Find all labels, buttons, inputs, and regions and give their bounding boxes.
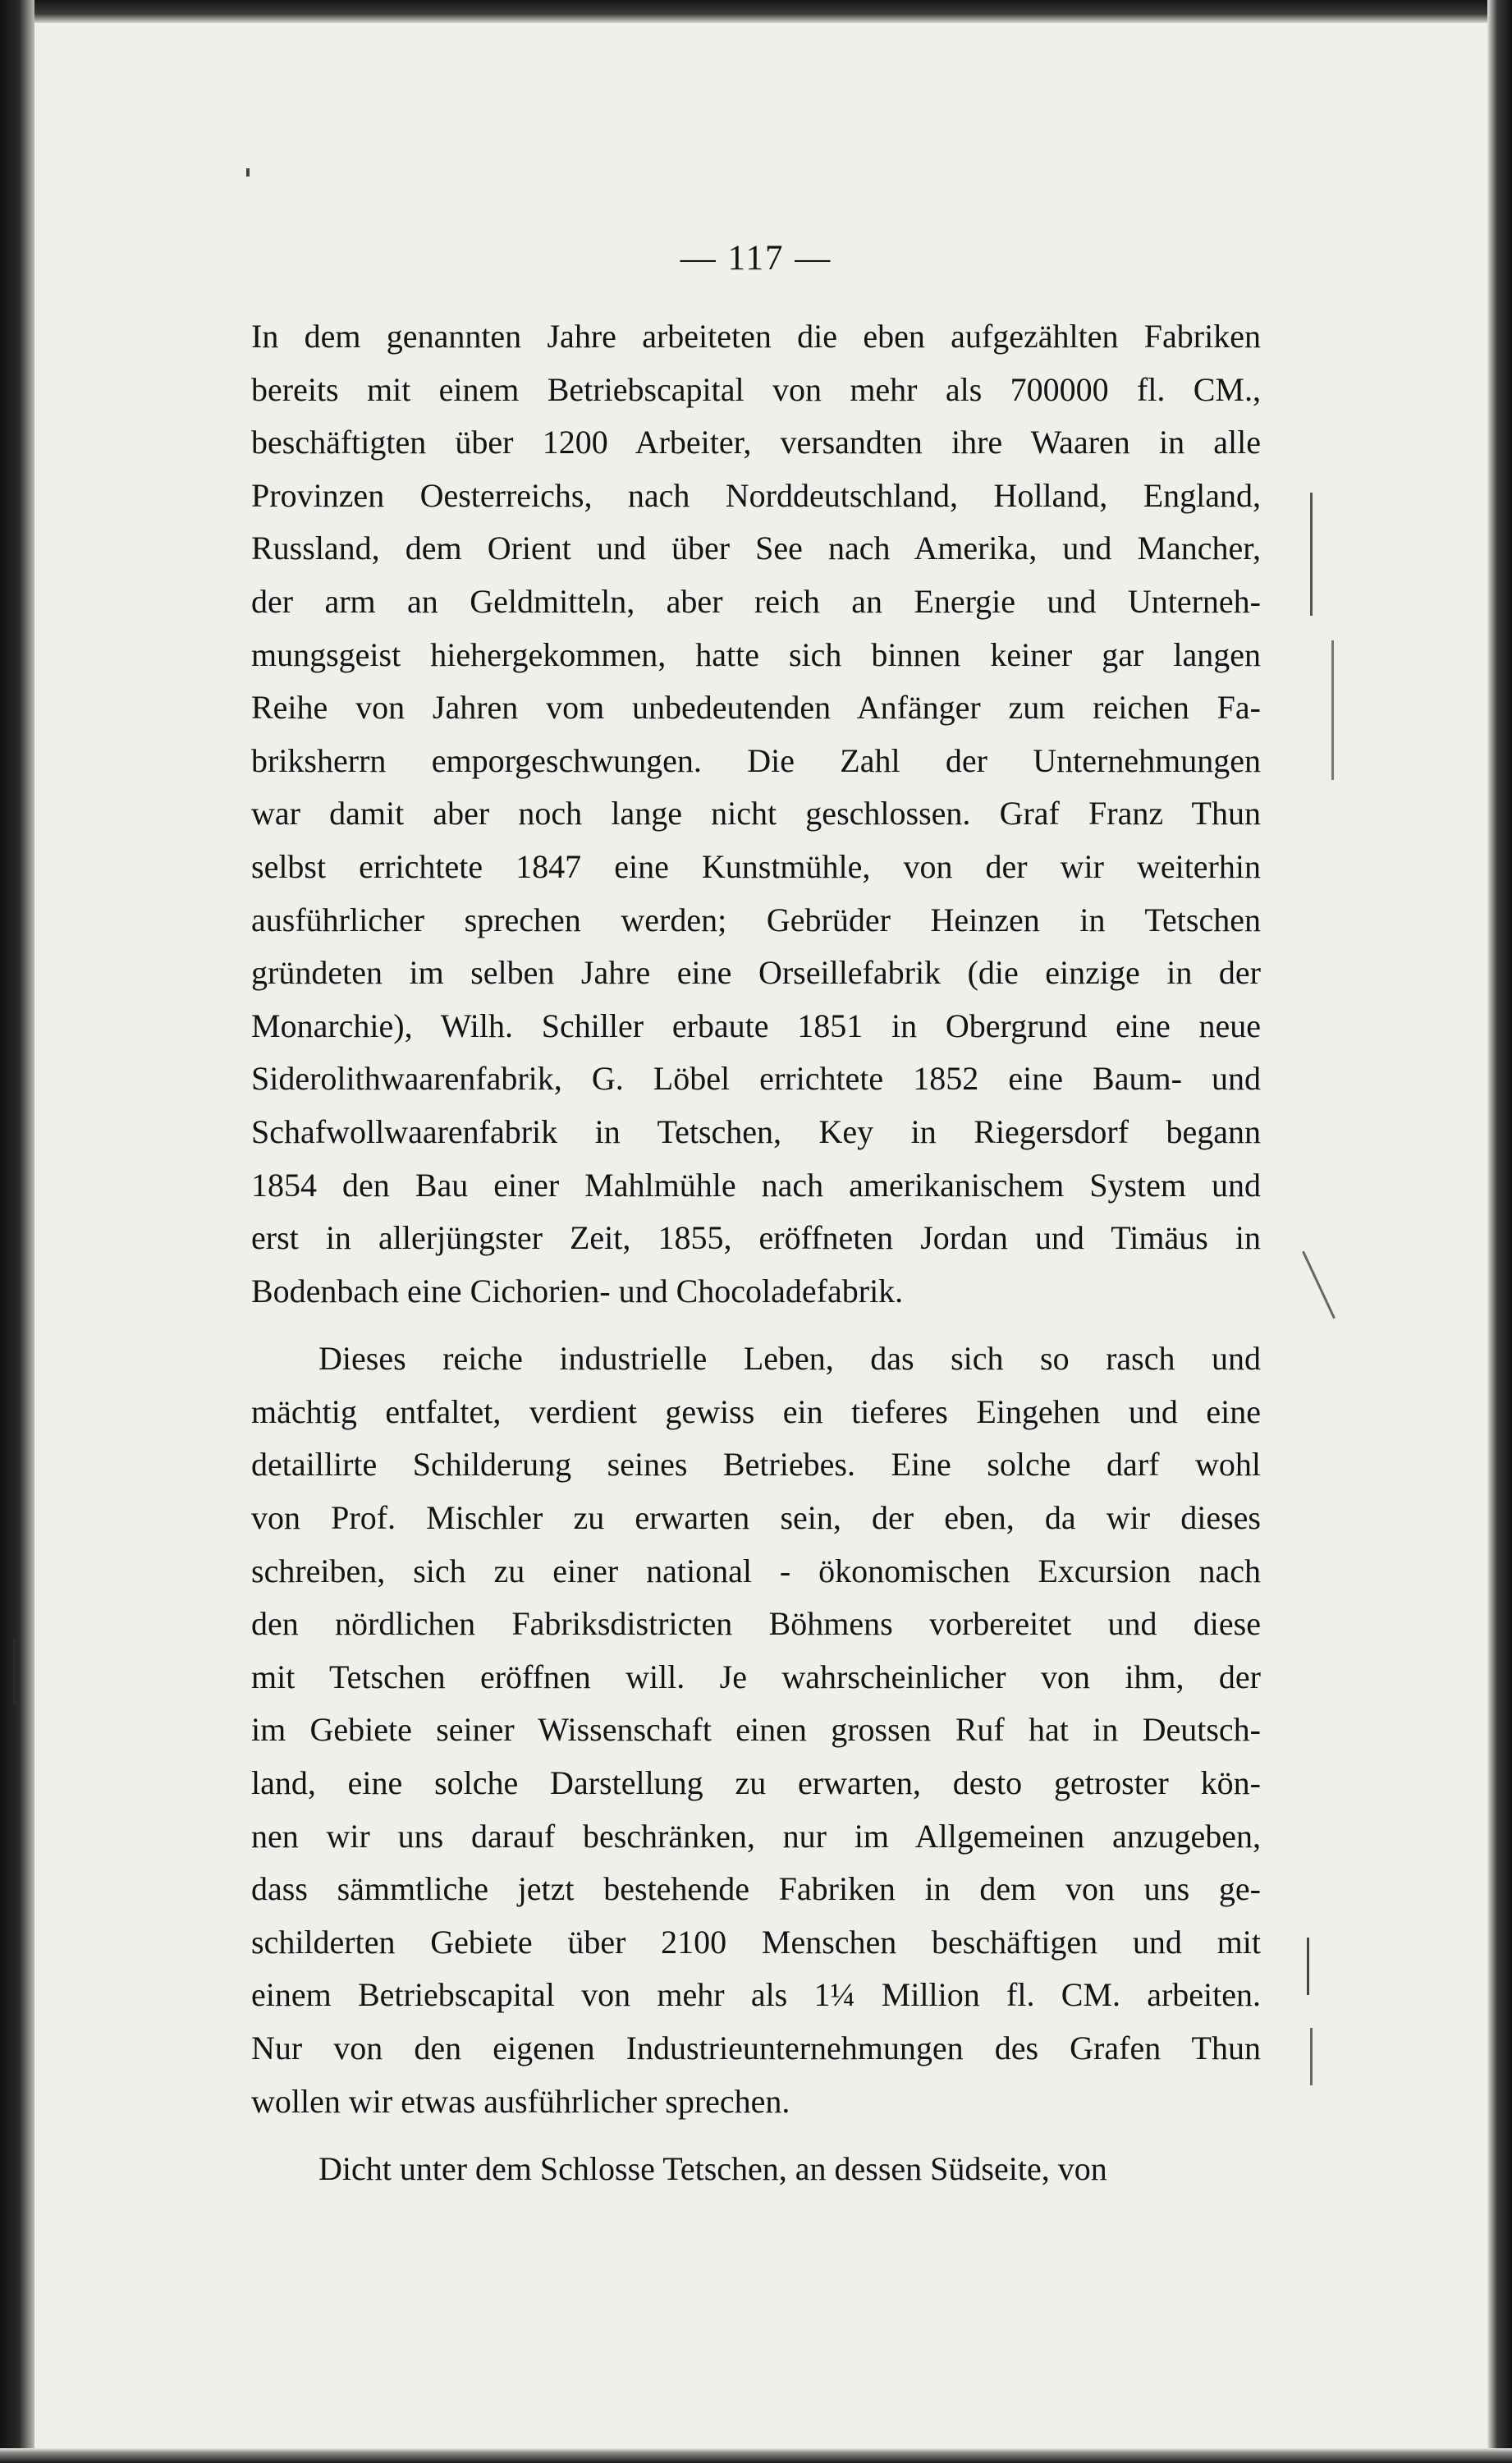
text-line: gründeten im selben Jahre eine Orseillefabrik (die einzige in der (251, 954, 1261, 992)
text-line: detaillirte Schilderung seines Betriebes. Eine solche darf wohl (251, 1446, 1261, 1484)
text-line: beschäftigten über 1200 Arbeiter, versandten ihre Waaren in alle (251, 424, 1261, 461)
page-number: — 117 — (680, 239, 832, 277)
scan-mark (13, 1638, 16, 1704)
text-line: land, eine solche Darstellung zu erwarten, desto getroster kön- (251, 1764, 1261, 1802)
text-line: nen wir uns darauf beschränken, nur im Allgemeinen anzugeben, (251, 1817, 1261, 1855)
scan-mark (1310, 2028, 1313, 2085)
scan-border-top (0, 0, 1512, 23)
text-line: mächtig entfaltet, verdient gewiss ein tieferes Eingehen und eine (251, 1392, 1261, 1430)
text-line: Dieses reiche industrielle Leben, das sich so rasch und (318, 1340, 1261, 1378)
scan-border-bottom (0, 2448, 1512, 2463)
text-line: schilderten Gebiete über 2100 Menschen beschäftigen und mit (251, 1923, 1261, 1961)
text-line: war damit aber noch lange nicht geschlossen. Graf Franz Thun (251, 795, 1261, 832)
text-line: Siderolithwaarenfabrik, G. Löbel errichtete 1852 eine Baum- und (251, 1060, 1261, 1098)
text-line: den nördlichen Fabriksdistricten Böhmens vorbereitet und diese (251, 1605, 1261, 1643)
text-line: selbst errichtete 1847 eine Kunstmühle, von der wir weiterhin (251, 847, 1261, 885)
scan-mark (246, 168, 250, 177)
scan-mark (1302, 1251, 1336, 1319)
paragraph (251, 2143, 1261, 2196)
text-line: Bodenbach eine Cichorien- und Chocoladefabrik. (251, 1272, 904, 1309)
scan-mark (1310, 493, 1313, 616)
text-line: schreiben, sich zu einer national - ökonomischen Excursion nach (251, 1552, 1261, 1589)
scan-border-right (1487, 0, 1512, 2463)
text-line: ausführlicher sprechen werden; Gebrüder Heinzen in Tetschen (251, 901, 1261, 938)
text-line: mungsgeist hiehergekommen, hatte sich binnen keiner gar langen (251, 635, 1261, 673)
paragraph (251, 310, 1261, 1318)
scan-mark (1307, 1938, 1309, 1995)
paragraph (251, 1332, 1261, 2128)
text-line: dass sämmtliche jetzt bestehende Fabriken in dem von uns ge- (251, 1870, 1261, 1908)
text-line: Russland, dem Orient und über See nach Amerika, und Mancher, (251, 530, 1261, 567)
text-line: wollen wir etwas ausführlicher sprechen. (251, 2082, 790, 2120)
text-line: von Prof. Mischler zu erwarten sein, der eben, da wir dieses (251, 1499, 1261, 1537)
text-line: Nur von den eigenen Industrieunternehmungen des Grafen Thun (251, 2030, 1261, 2066)
text-line: Schafwollwaarenfabrik in Tetschen, Key in Riegersdorf begann (251, 1112, 1261, 1150)
text-line: erst in allerjüngster Zeit, 1855, eröffneten Jordan und Timäus in (251, 1219, 1261, 1257)
text-line: 1854 den Bau einer Mahlmühle nach amerikanischem System und (251, 1166, 1261, 1204)
text-line: im Gebiete seiner Wissenschaft einen grossen Ruf hat in Deutsch- (251, 1711, 1261, 1749)
text-line: Monarchie), Wilh. Schiller erbaute 1851 in Obergrund eine neue (251, 1007, 1261, 1044)
text-line: In dem genannten Jahre arbeiteten die eben aufgezählten Fabriken (251, 318, 1261, 355)
text-line: mit Tetschen eröffnen will. Je wahrscheinlicher von ihm, der (251, 1658, 1261, 1695)
scan-mark (1331, 640, 1334, 780)
text-line: bereits mit einem Betriebscapital von mehr als 700000 fl. CM., (251, 370, 1261, 408)
text-line: Dicht unter dem Schlosse Tetschen, an dessen Südseite, von (318, 2150, 1107, 2188)
text-line: briksherrn emporgeschwungen. Die Zahl der Unternehmungen (251, 741, 1261, 779)
body-text (251, 310, 1261, 2196)
text-line: der arm an Geldmitteln, aber reich an Energie und Unterneh- (251, 582, 1261, 620)
scan-border-left (0, 0, 34, 2463)
text-line: einem Betriebscapital von mehr als 1¼ Million fl. CM. arbeiten. (251, 1976, 1261, 2014)
text-line: Provinzen Oesterreichs, nach Norddeutschland, Holland, England, (251, 476, 1261, 514)
text-line: Reihe von Jahren vom unbedeutenden Anfänger zum reichen Fa- (251, 689, 1261, 727)
